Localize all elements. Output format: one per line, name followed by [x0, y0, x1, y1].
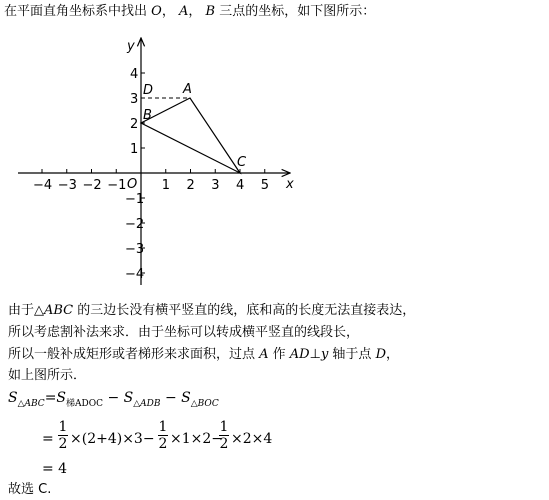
- x-tick-label: −2: [82, 178, 102, 193]
- intro-text: 在平面直角坐标系中找出: [4, 4, 148, 19]
- numerator: 1: [158, 419, 168, 435]
- origin-label: O: [127, 177, 138, 192]
- solution-row-1: [8, 390, 219, 409]
- solution-row-2-a: =: [42, 431, 54, 447]
- text: ，: [386, 347, 400, 362]
- y-tick-label: 4: [130, 67, 139, 82]
- point-B-label: B: [205, 4, 216, 19]
- y-tick-label: −1: [125, 192, 145, 207]
- area-symbol: S: [8, 390, 18, 406]
- y-tick-label: −3: [125, 242, 145, 257]
- point-D: D: [143, 83, 154, 98]
- x-tick-label: 4: [236, 178, 245, 193]
- area-symbol: S: [181, 390, 191, 406]
- denominator: 2: [158, 436, 168, 452]
- numerator: 1: [219, 419, 229, 435]
- explanation-line-2: [8, 325, 359, 341]
- numerator: 1: [58, 419, 68, 435]
- point-B: B: [143, 108, 152, 123]
- text: 轴于点: [328, 347, 376, 362]
- fraction-half-2: [158, 420, 168, 451]
- denominator: 2: [219, 436, 229, 452]
- y-tick-label: −4: [125, 267, 145, 282]
- text: 由于△: [8, 303, 44, 318]
- point-D-ref: D: [375, 347, 386, 362]
- fraction-half-3: [219, 420, 229, 451]
- subscript-trapezoid: 梯ADOC: [66, 398, 103, 409]
- solution-row-2-c: ×1×2−: [170, 431, 224, 447]
- denominator: 2: [58, 436, 68, 452]
- solution-row-2-d: ×2×4: [231, 431, 273, 447]
- text: 作: [268, 347, 290, 362]
- x-tick-label: 5: [260, 178, 270, 193]
- equals-sign: =: [44, 390, 57, 406]
- text: 如上图所示．: [8, 368, 87, 383]
- triangle-name: ABC: [44, 303, 74, 318]
- explanation-line-4: [8, 368, 86, 384]
- fraction-half-1: [58, 420, 68, 451]
- y-axis-label: y: [127, 39, 135, 54]
- y-tick-label: −2: [125, 217, 145, 232]
- triangle-ABC: [141, 98, 240, 173]
- x-tick-label: 3: [211, 178, 220, 193]
- solution-row-2-b: ×(2+4)×3−: [70, 431, 155, 447]
- point-C: C: [237, 155, 247, 170]
- intro-text-end: 三点的坐标，如下图所示：: [219, 4, 376, 19]
- y-tick-label: 1: [130, 142, 139, 157]
- area-symbol: S: [123, 390, 134, 406]
- area-symbol: S: [56, 390, 67, 406]
- text: 所以一般补成矩形或者梯形来求面积，过点: [8, 347, 260, 362]
- subscript-abc: △ABC: [17, 398, 45, 409]
- text: 所以考虑割补法来求．由于坐标可以转成横平竖直的线段长，: [8, 325, 360, 340]
- y-tick-label: 3: [130, 92, 139, 107]
- conclusion: 故选 C.: [8, 482, 52, 497]
- x-tick-label: −4: [33, 178, 53, 193]
- perp-symbol: ⊥: [309, 347, 321, 362]
- x-axis-label: x: [286, 177, 294, 192]
- explanation-line-1: [8, 303, 415, 319]
- x-tick-label: −1: [107, 178, 127, 193]
- segment-AD-ref: AD: [289, 347, 310, 362]
- separator: ，: [161, 4, 175, 19]
- minus-sign: −: [164, 390, 177, 406]
- minus-sign: −: [107, 390, 120, 406]
- subscript-adb: △ADB: [133, 398, 161, 409]
- point-A-ref: A: [259, 347, 269, 362]
- x-tick-label: −3: [57, 178, 77, 193]
- point-O-label: O: [151, 4, 162, 19]
- x-tick-label: 1: [161, 178, 171, 193]
- point-A-label: A: [178, 4, 189, 19]
- separator: ，: [188, 4, 202, 19]
- y-axis-ref: y: [320, 347, 329, 362]
- explanation-line-3: [8, 347, 399, 363]
- text: 的三边长没有横平竖直的线，底和高的长度无法直接表达，: [73, 303, 416, 318]
- y-tick-label: 2: [130, 117, 139, 132]
- point-A: A: [183, 82, 192, 97]
- solution-row-3: = 4: [42, 461, 68, 477]
- subscript-boc: △BOC: [190, 398, 219, 409]
- x-tick-label: 2: [186, 178, 195, 193]
